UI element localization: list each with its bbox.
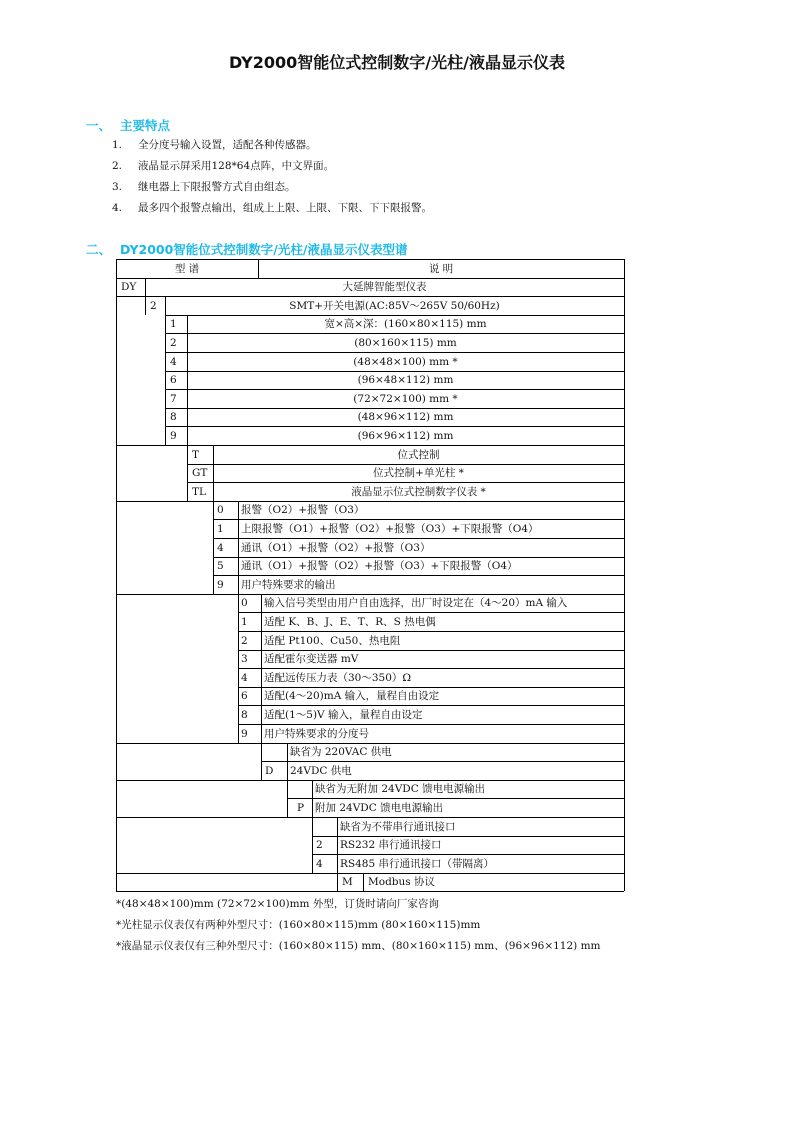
code-cell: 8 [241, 708, 248, 721]
code-cell: 9 [170, 429, 177, 442]
description-cell: (48×96×112) mm [357, 411, 454, 424]
code-cell: 0 [241, 597, 248, 610]
table-rule [116, 873, 312, 874]
description-cell: 适配远传压力表（30～350）Ω [264, 671, 412, 684]
table-rule [116, 743, 238, 744]
table-rule [116, 445, 165, 446]
code-cell: 2 [170, 336, 177, 349]
code-cell: 8 [170, 411, 177, 424]
footnote: *光柱显示仪表仅有两种外型尺寸：(160×80×115)mm (80×160×115)mm [116, 919, 481, 931]
table-rule [187, 315, 188, 445]
description-cell: 用户特殊要求的分度号 [264, 727, 369, 740]
section2-number: 二、 [86, 242, 112, 257]
description-cell: (80×160×115) mm [354, 336, 457, 349]
table-rule [624, 259, 625, 891]
description-cell: 宽×高×深：(160×80×115) mm [324, 318, 487, 331]
code-cell: P [297, 801, 305, 814]
description-cell: 适配 K、B、J、E、T、R、S 热电偶 [264, 615, 436, 628]
table-rule [312, 873, 624, 874]
description-cell: 缺省为不带串行通讯接口 [340, 820, 456, 833]
code-cell: 2 [316, 839, 323, 852]
section1-heading: 主要特点 [120, 118, 171, 133]
table-rule [116, 501, 187, 502]
code-cell: 6 [241, 690, 248, 703]
table-rule [287, 780, 288, 817]
table-rule [261, 594, 262, 743]
description-cell: 适配 Pt100、Cu50、热电阻 [264, 634, 401, 647]
table-rule [258, 259, 259, 278]
description-cell: (96×96×112) mm [357, 429, 454, 442]
description-cell: (96×48×112) mm [357, 374, 454, 387]
description-cell: 位式控制+单光柱 * [373, 467, 464, 480]
page-title: DY2000智能位式控制数字/光柱/液晶显示仪表 [229, 53, 565, 72]
section2-heading: DY2000智能位式控制数字/光柱/液晶显示仪表型谱 [120, 242, 408, 257]
description-cell: 适配(1～5)V 输入，量程自由设定 [264, 708, 423, 721]
code-cell: D [265, 764, 274, 777]
table-rule [261, 743, 262, 780]
code-cell: 3 [241, 653, 248, 666]
description-cell: 适配霍尔变送器 mV [264, 653, 359, 666]
code-cell: 0 [217, 504, 224, 517]
feature-item: 2. 液晶显示屏采用128*64点阵，中文界面。 [112, 160, 335, 172]
code-cell: TL [192, 485, 206, 498]
feature-item: 3. 继电器上下限报警方式自由组态。 [112, 181, 296, 193]
description-cell: 用户特殊要求的输出 [241, 578, 336, 591]
description-cell: 通讯（O1）+报警（O2）+报警（O3）+下限报警（O4） [241, 560, 518, 573]
description-cell: 位式控制 [397, 448, 440, 461]
description-cell: (48×48×100) mm * [353, 355, 458, 368]
table-rule [337, 817, 338, 873]
table-rule [116, 594, 213, 595]
description-cell: 报警（O2）+报警（O3） [241, 504, 365, 517]
header-model: 型 谱 [174, 262, 200, 275]
description-cell: 液晶显示位式控制数字仪表 * [351, 485, 486, 498]
table-rule [145, 296, 146, 315]
description-cell: Modbus 协议 [368, 876, 436, 889]
description-cell: RS485 串行通讯接口（带隔离） [340, 857, 494, 870]
code-cell: 9 [217, 578, 224, 591]
code-cell: 5 [217, 560, 224, 573]
code-cell: 9 [241, 727, 248, 740]
table-rule [116, 780, 261, 781]
table-rule [116, 259, 117, 891]
table-rule [165, 315, 166, 445]
table-rule [312, 817, 313, 873]
description-cell: 上限报警（O1）+报警（O2）+报警（O3）+下限报警（O4） [241, 522, 539, 535]
feature-item: 1. 全分度号输入设置，适配各种传感器。 [112, 139, 317, 151]
feature-item: 4. 最多四个报警点输出，组成上上限、上限、下限、下下限报警。 [112, 202, 432, 214]
description-cell: 适配(4～20)mA 输入，量程自由设定 [264, 690, 440, 703]
description-cell: SMT+开关电源(AC:85V～265V 50/60Hz) [289, 299, 500, 312]
table-rule [213, 445, 214, 501]
code-cell: 1 [241, 615, 248, 628]
code-cell: GT [192, 467, 208, 480]
footnote: *液晶显示仪表仅有三种外型尺寸：(160×80×115) mm、(80×160×115) mm、(96×96×112) mm [116, 940, 601, 952]
code-cell: 7 [170, 392, 177, 405]
code-cell: T [192, 448, 200, 461]
header-description: 说 明 [428, 262, 454, 275]
section1-number: 一、 [86, 118, 112, 133]
code-cell: 2 [241, 634, 248, 647]
description-cell: 24VDC 供电 [290, 764, 352, 777]
code-cell: 1 [170, 318, 177, 331]
description-cell: RS232 串行通讯接口 [340, 839, 442, 852]
description-cell: 通讯（O1）+报警（O2）+报警（O3） [241, 541, 431, 554]
footnote: *(48×48×100)mm (72×72×100)mm 外型，订货时请向厂家咨询 [116, 898, 439, 910]
code-cell: 1 [217, 522, 224, 535]
description-cell: 大延牌智能型仪表 [342, 281, 427, 294]
code-cell: 4 [170, 355, 177, 368]
table-rule [187, 445, 188, 501]
table-rule [337, 873, 338, 892]
code-cell: 4 [217, 541, 224, 554]
description-cell: 附加 24VDC 馈电电源输出 [315, 801, 444, 814]
code-cell: 4 [316, 857, 323, 870]
description-cell: (72×72×100) mm * [353, 392, 458, 405]
table-rule [238, 594, 239, 743]
code-cell: DY [121, 281, 137, 294]
table-rule [116, 817, 287, 818]
code-cell: 2 [150, 299, 157, 312]
description-cell: 缺省为无附加 24VDC 馈电电源输出 [315, 783, 486, 796]
table-rule [363, 873, 364, 892]
code-cell: M [342, 876, 353, 889]
code-cell: 6 [170, 374, 177, 387]
table-rule [213, 501, 214, 594]
table-rule [287, 743, 288, 780]
table-rule [238, 501, 239, 594]
code-cell: 4 [241, 671, 248, 684]
description-cell: 输入信号类型由用户自由选择，出厂时设定在（4～20）mA 输入 [264, 597, 568, 610]
table-rule [312, 780, 313, 817]
description-cell: 缺省为 220VAC 供电 [290, 746, 392, 759]
table-rule [116, 891, 624, 892]
